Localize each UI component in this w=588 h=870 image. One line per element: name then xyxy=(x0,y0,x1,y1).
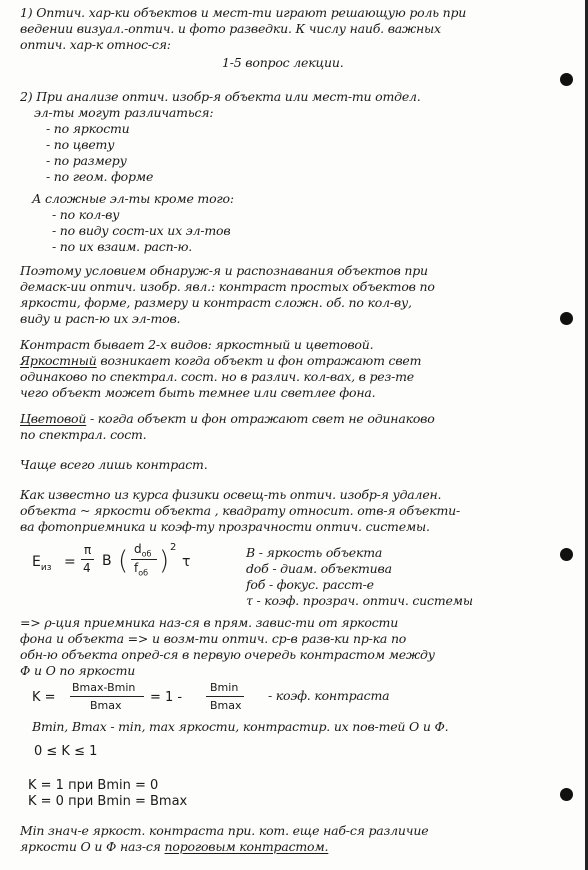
punch-hole xyxy=(560,788,573,801)
formula-subscript: об xyxy=(141,549,152,559)
text-line xyxy=(20,412,435,426)
punch-hole xyxy=(560,73,573,86)
formula-text: d xyxy=(134,542,142,556)
text-line: А сложные эл-ты кроме того: xyxy=(32,191,234,206)
list-item: - по геом. форме xyxy=(46,169,154,184)
fraction-bar xyxy=(81,559,94,560)
formula-illumination xyxy=(30,540,240,590)
formula-text: Bmax-Bmin xyxy=(72,681,136,694)
text-line: оптич. хар-к относ-ся: xyxy=(20,37,171,52)
text-span: яркости О и Ф наз-ся xyxy=(20,839,165,854)
term-threshold-contrast: пороговым контрастом. xyxy=(164,839,329,854)
text-line: 1-5 вопрос лекции. xyxy=(222,55,344,70)
text-line: 2) При анализе оптич. изобр-я объекта или мест-ти отдел. xyxy=(20,89,421,104)
text-line: Bmin, Bmax - min, max яркости, контрастир. их пов-тей О и Ф. xyxy=(32,719,449,734)
text-line: Как известно из курса физики освещ-ть оптич. изобр-я удален. xyxy=(20,487,442,502)
formula-text: K = xyxy=(32,690,56,705)
formula-text: f xyxy=(134,561,139,575)
text-line: объекта ~ яркости объекта , квадрату относит. отв-я объекти- xyxy=(20,503,461,518)
formula-text: 4 xyxy=(83,561,91,575)
list-item: - по цвету xyxy=(46,137,115,152)
list-item: - по их взаим. расп-ю. xyxy=(52,239,193,254)
text-line xyxy=(20,840,328,854)
paren-right: ) xyxy=(159,546,170,576)
fraction-bar xyxy=(131,559,157,560)
formula-note: - коэф. контраста xyxy=(268,688,390,703)
text-line: по спектрал. сост. xyxy=(20,427,147,442)
text-line: яркости, форме, размеру и контраст сложн. об. по кол-ву, xyxy=(20,295,412,310)
punch-hole xyxy=(560,312,573,325)
formula-text: B xyxy=(102,553,112,569)
legend-item: B - яркость объекта xyxy=(246,545,383,560)
text-line: Контраст бывает 2-х видов: яркостный и цветовой. xyxy=(20,337,374,352)
list-item: - по яркости xyxy=(46,121,130,136)
formula-subscript: об xyxy=(138,568,149,578)
text-line: чего объект может быть темнее или светлее фона. xyxy=(20,385,376,400)
legend-item: τ - коэф. прозрач. оптич. системы xyxy=(246,593,473,608)
text-span: - когда объект и фон отражают свет не одинаково xyxy=(86,411,435,426)
list-item: - по виду сост-их их эл-тов xyxy=(52,223,231,238)
term-color: Цветовой xyxy=(20,411,87,426)
formula-text: E xyxy=(32,554,41,570)
formula-text: τ xyxy=(182,554,191,570)
text-line: фона и объекта => и возм-ти оптич. ср-в разв-ки пр-ка по xyxy=(20,631,407,646)
text-line: Min знач-е яркост. контраста при. кот. еще наб-ся различие xyxy=(20,823,429,838)
text-line: демаск-ии оптич. изобр. явл.: контраст простых объектов по xyxy=(20,279,435,294)
inequality: 0 ≤ K ≤ 1 xyxy=(34,744,98,759)
case-line: K = 1 при Bmin = 0 xyxy=(28,778,159,793)
term-brightness: Яркостный xyxy=(20,353,97,368)
legend-item: dоб - диам. объектива xyxy=(246,561,392,576)
formula-symbol xyxy=(32,554,52,573)
list-item: - по кол-ву xyxy=(52,207,120,222)
formula-text: Bmax xyxy=(90,699,122,712)
text-line: виду и расп-ю их эл-тов. xyxy=(20,311,181,326)
formula-text: 2 xyxy=(170,542,177,553)
list-item: - по размеру xyxy=(46,153,127,168)
punch-hole xyxy=(560,548,573,561)
text-line: => ρ-ция приемника наз-ся в прям. завис-ти от яркости xyxy=(20,615,399,630)
text-line: ва фотоприемника и коэф-ту прозрачности оптич. системы. xyxy=(20,519,430,534)
formula-text xyxy=(134,561,148,577)
text-line: одинаково по спектрал. сост. но в различ. кол-вах, в рез-те xyxy=(20,369,414,384)
text-line: эл-ты могут различаться: xyxy=(34,105,214,120)
fraction-bar xyxy=(70,696,144,697)
case-line: K = 0 при Bmin = Bmax xyxy=(28,794,188,809)
formula-subscript: из xyxy=(40,562,52,573)
fraction-bar xyxy=(206,696,244,697)
formula-contrast xyxy=(30,680,470,720)
text-line: Ф и О по яркости xyxy=(20,663,136,678)
text-line: обн-ю объекта опред-ся в первую очередь контрастом между xyxy=(20,647,435,662)
formula-text: = xyxy=(64,554,76,570)
text-line: 1) Оптич. хар-ки объектов и мест-ти играют решающую роль при xyxy=(20,5,467,20)
text-span: возникает когда объект и фон отражают свет xyxy=(96,353,422,368)
formula-text: π xyxy=(84,543,92,557)
legend-item: fоб - фокус. расст-е xyxy=(246,577,374,592)
formula-text: Bmin xyxy=(210,681,239,694)
formula-text: Bmax xyxy=(210,699,242,712)
formula-text: = 1 - xyxy=(150,690,183,705)
paren-left: ( xyxy=(118,546,129,576)
text-line: ведении визуал.-оптич. и фото разведки. К числу наиб. важных xyxy=(20,21,441,36)
text-line xyxy=(20,354,421,368)
text-line: Поэтому условием обнаруж-я и распознавания объектов при xyxy=(20,263,428,278)
formula-text xyxy=(134,542,151,558)
text-line: Чаще всего лишь контраст. xyxy=(20,457,208,472)
